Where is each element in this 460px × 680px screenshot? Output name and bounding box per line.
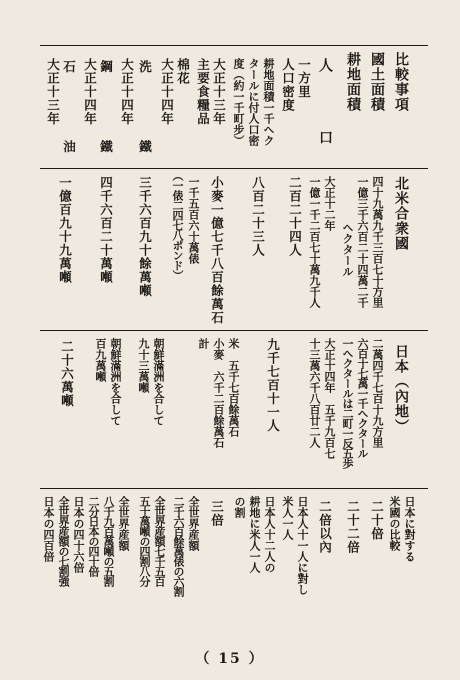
label-cultivated-area: 耕地面積 <box>345 52 361 112</box>
rule-middle <box>40 330 428 331</box>
jp-cultivated-2: 十三萬六千八百廿二人 <box>308 338 321 448</box>
rule-header <box>40 45 428 46</box>
ratio-oil-2: 日本の四百倍 <box>42 496 55 562</box>
label-oil-1: 石 <box>61 60 77 74</box>
header-subject: 比較事項 <box>393 52 409 112</box>
jp-staple-food-2: 九十三萬噸 <box>137 338 150 393</box>
na-land-area-3: ヘクタール <box>341 222 354 277</box>
label-population-1: 人 <box>317 58 333 73</box>
ratio-cultivated: 二十二倍 <box>345 500 361 554</box>
ratio-steel-1: 全世界産額 <box>117 496 130 551</box>
label-per-farmland-3: 度（約一千町步） <box>232 58 245 146</box>
jp-wheat: 小麥 六千二百餘萬石 <box>212 338 225 448</box>
header-japan: 日本（內地） <box>393 344 409 434</box>
ratio-cotton-2: 二千六百餘萬俵の六割 <box>172 496 185 596</box>
label-steel-1: 鋼 <box>98 60 114 74</box>
na-cotton-2: （一俵二四七八ポンド） <box>171 170 184 280</box>
jp-cultivated-1: 大正十四年 五千九百七 <box>323 338 336 459</box>
ratio-steel-2: 八千九百萬噸の五割 <box>102 496 115 586</box>
label-density-2: 人口密度 <box>280 58 296 112</box>
label-oil-3: 大正十三年 <box>45 58 61 126</box>
ratio-farmland-2: 耕地に米人一人 <box>248 496 261 573</box>
ratio-density-2: 米人一人 <box>281 496 294 540</box>
ratio-steel-3: 二分日本の四十倍 <box>87 496 100 576</box>
jp-pig-iron-1: 朝鮮滿洲を合して <box>109 338 122 426</box>
jp-population: 九千七百十一人 <box>265 338 281 433</box>
ratio-steel-4: 日本の四十六倍 <box>72 496 85 573</box>
label-per-farmland-2: タールに付人口密 <box>247 58 260 146</box>
ratio-cotton-1: 全世界産額 <box>187 496 200 551</box>
na-oil: 一億百九十九萬噸 <box>57 176 73 284</box>
page-number: （ 15 ） <box>195 651 265 667</box>
ratio-population: 二倍以內 <box>317 500 333 554</box>
jp-staple-food-1: 朝鮮滿洲を合して <box>152 338 165 426</box>
label-cotton-2: 大正十四年 <box>159 58 175 126</box>
label-steel-2: 鐵 <box>98 140 114 154</box>
ratio-pig-iron-1: 全世界産額七千五百 <box>153 496 166 586</box>
na-cotton-1: 一千五百六十萬俵 <box>187 176 200 264</box>
ratio-density-1: 日本人十一人に對し <box>296 496 309 595</box>
na-cultivated-2: 一億一千二百七十萬九千人 <box>308 176 321 308</box>
na-pig-iron: 三千六百九十餘萬噸 <box>137 176 153 298</box>
na-staple-food: 小麥一億七千八百餘萬石 <box>209 176 225 325</box>
na-steel: 四千六百二十萬噸 <box>98 176 114 284</box>
header-ratio-2: 米國の比較 <box>388 496 401 551</box>
label-density-1: 一方里 <box>296 58 312 99</box>
label-staple-food-1: 大正十三年 <box>211 58 227 126</box>
label-cotton-1: 棉花 <box>175 58 191 85</box>
label-pig-iron-1: 洗 <box>137 60 153 74</box>
na-density: 八百二十三人 <box>250 176 266 257</box>
na-land-area-1: 四十九萬九千三百七十方里 <box>371 176 384 308</box>
jp-land-area-2: 六百十七萬一千ヘクタール <box>356 338 369 458</box>
na-land-area-2: 一億三千六百二十四萬二千 <box>356 176 369 308</box>
label-population-2: 口 <box>317 130 333 145</box>
jp-land-area-1: 二萬四千七百十九方里 <box>371 338 384 448</box>
label-pig-iron-2: 鐵 <box>137 140 153 154</box>
ratio-farmland-1: 日本人十二人の <box>263 496 276 573</box>
jp-total: 計 <box>197 338 210 349</box>
label-per-farmland-1: 耕地面積一千ヘク <box>262 58 275 146</box>
label-land-area: 國土面積 <box>369 52 385 112</box>
label-steel-3: 大正十四年 <box>82 58 98 126</box>
rule-bottom <box>40 488 428 489</box>
label-oil-2: 油 <box>61 140 77 154</box>
header-ratio-1: 日本に對する <box>403 496 416 562</box>
ratio-pig-iron-2: 五十萬噸の四割八分 <box>138 496 151 586</box>
ratio-staple-food: 三倍 <box>209 500 225 527</box>
na-population: 二百二十四人 <box>287 176 303 257</box>
jp-population-note: 一ヘクタールは二町一反五歩 <box>341 338 354 468</box>
label-staple-food-2: 主要食糧品 <box>195 58 211 126</box>
ratio-oil-1: 全世界産額の七割強 <box>57 496 70 586</box>
label-pig-iron-3: 大正十四年 <box>119 58 135 126</box>
rule-top <box>40 168 428 169</box>
jp-pig-iron-2: 百九萬噸 <box>94 338 107 382</box>
jp-rice: 米 五千七百餘萬石 <box>227 338 240 437</box>
na-cultivated-1: 大正十二年 <box>323 176 336 231</box>
header-north-america: 北米合衆國 <box>393 176 409 251</box>
jp-oil: 二十六萬噸 <box>59 340 75 408</box>
ratio-land-area: 二十倍 <box>369 500 385 541</box>
ratio-farmland-3: の割 <box>233 496 246 518</box>
